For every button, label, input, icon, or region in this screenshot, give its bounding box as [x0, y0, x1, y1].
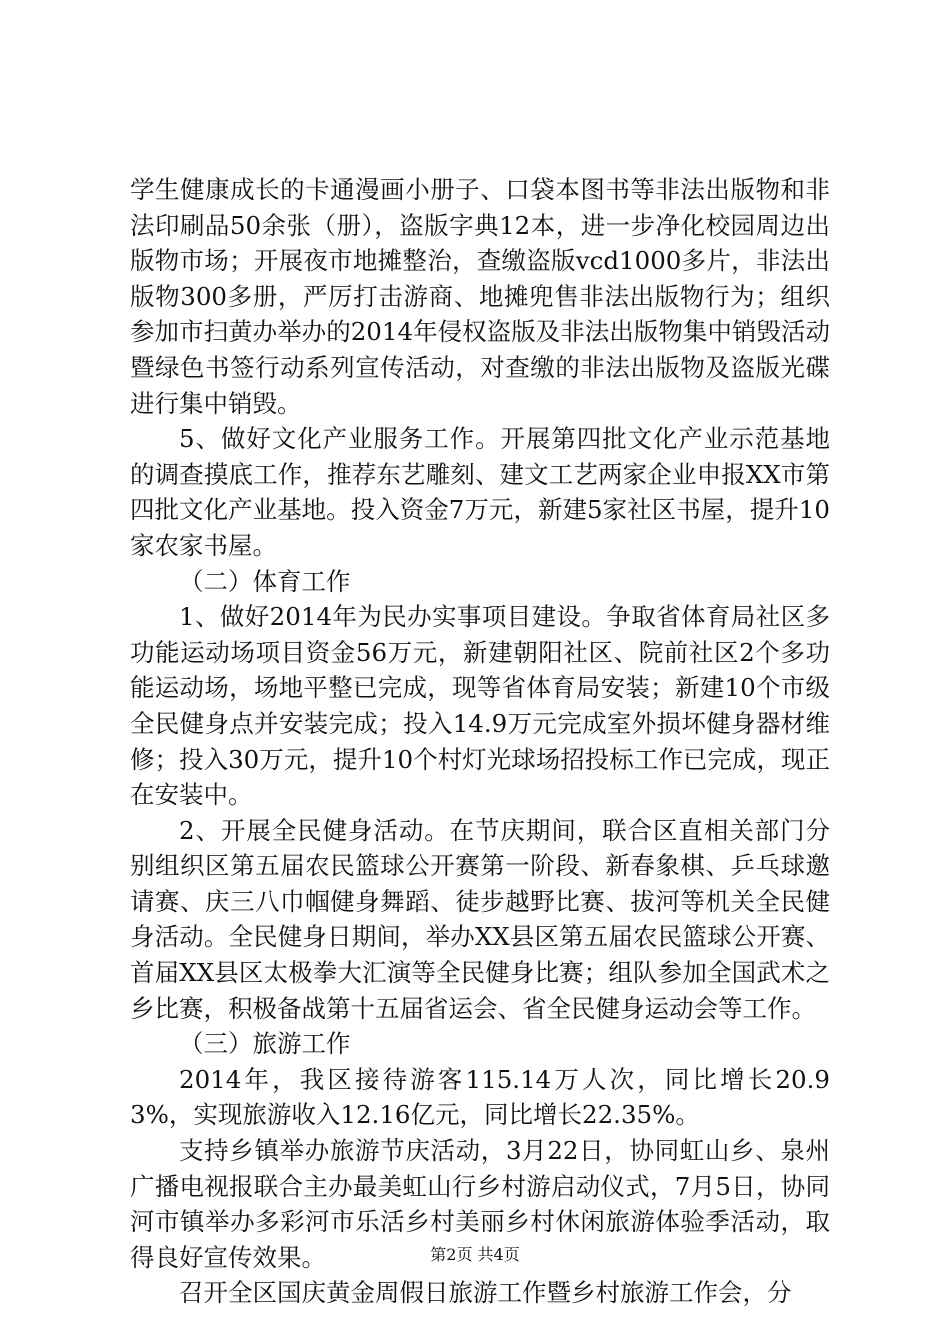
paragraph-publications-cleanup: 学生健康成长的卡通漫画小册子、口袋本图书等非法出版物和非法印刷品50余张（册），盗版字典12本，进一步净化校园周边出版物市场；开展夜市地摊整治，查缴盗版vcd1000多片，非法出版物300多册，严厉打击游商、地摊兜售非法出版物行为；组织参加市扫黄办举办的2014年侵权盗版及非法出版物集中销毁活动暨绿色书签行动系列宣传活动，对查缴的非法出版物及盗版光碟进行集中销毁。	[130, 175, 830, 418]
paragraph-fitness-activities: 2、开展全民健身活动。在节庆期间，联合区直相关部门分别组织区第五届农民篮球公开赛第一阶段、新春象棋、乒乓球邀请赛、庆三八巾帼健身舞蹈、徒步越野比赛、拔河等机关全民健身活动。全民健身日期间，举办XX县区第五届农民篮球公开赛、首届XX县区太极拳大汇演等全民健身比赛；组队参加全国武术之乡比赛，积极备战第十五届省运会、省全民健身运动会等工作。	[130, 815, 830, 1023]
paragraph-tourism-festivals: 支持乡镇举办旅游节庆活动，3月22日，协同虹山乡、泉州广播电视报联合主办最美虹山行乡村游启动仪式，7月5日，协同河市镇举办多彩河市乐活乡村美丽乡村休闲旅游体验季活动，取得良好宣传效果。	[130, 1136, 830, 1272]
paragraph-holiday-meeting: 召开全区国庆黄金周假日旅游工作暨乡村旅游工作会，分	[179, 1278, 792, 1308]
page-footer: 第2页 共4页	[430, 1245, 520, 1264]
section-heading-tourism: （三）旅游工作	[179, 1029, 351, 1059]
paragraph-tourism-stats: 2014年，我区接待游客115.14万人次，同比增长20.93%，实现旅游收入12.16亿元，同比增长22.35%。	[130, 1064, 830, 1130]
document-body	[130, 172, 830, 1311]
paragraph-sports-projects: 1、做好2014年为民办实事项目建设。争取省体育局社区多功能运动场项目资金56万元，新建朝阳社区、院前社区2个多功能运动场，场地平整已完成，现等省体育局安装；新建10个市级全民健身点并安装完成；投入14.9万元完成室外损坏健身器材维修；投入30万元，提升10个村灯光球场招投标工作已完成，现正在安装中。	[130, 602, 830, 810]
paragraph-cultural-industry: 5、做好文化产业服务工作。开展第四批文化产业示范基地的调查摸底工作，推荐东艺雕刻、建文工艺两家企业申报XX市第四批文化产业基地。投入资金7万元，新建5家社区书屋，提升10家农家书屋。	[130, 424, 830, 560]
section-heading-sports: （二）体育工作	[179, 566, 351, 596]
